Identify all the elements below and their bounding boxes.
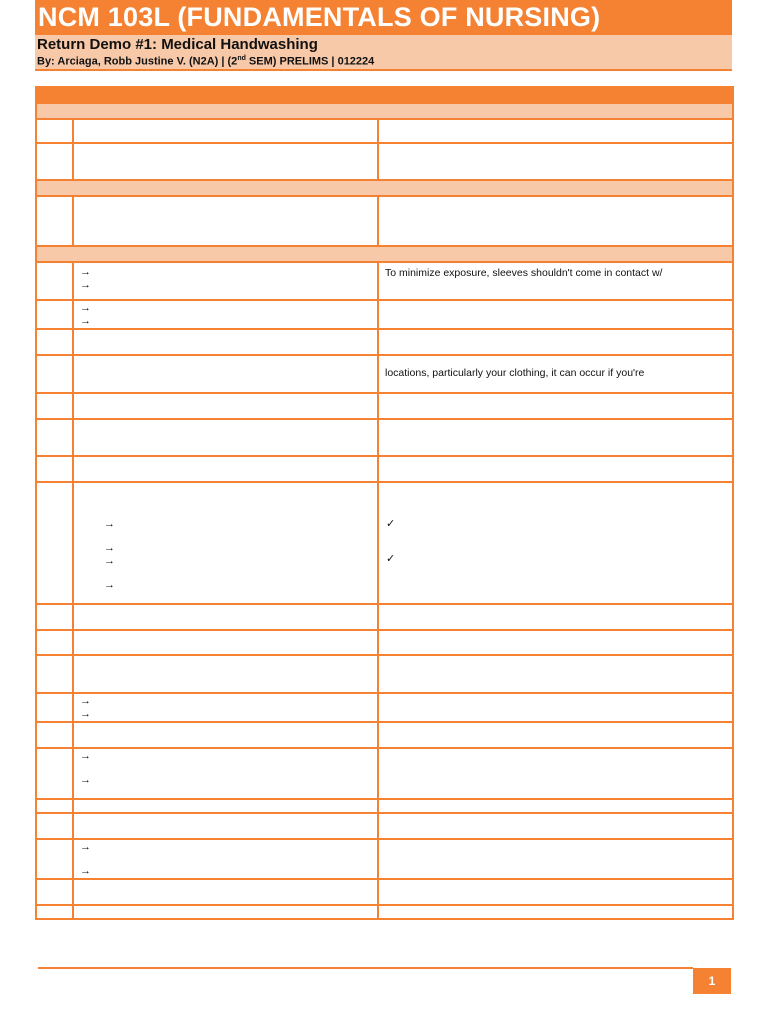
checkmark-icon: ✓ bbox=[386, 518, 396, 530]
table-row bbox=[36, 879, 733, 905]
step-number-cell bbox=[36, 630, 73, 655]
section-band-cell bbox=[36, 246, 733, 262]
rationale-cell bbox=[378, 630, 733, 655]
step-number-cell bbox=[36, 355, 73, 393]
table-row bbox=[36, 143, 733, 180]
table-row bbox=[36, 693, 733, 722]
table-row bbox=[36, 482, 733, 604]
table-header-cell bbox=[36, 87, 733, 103]
footer-divider bbox=[38, 967, 693, 969]
rationale-cell bbox=[378, 419, 733, 456]
rationale-cell bbox=[378, 905, 733, 919]
arrow-bullet: → bbox=[80, 266, 91, 278]
step-cell bbox=[73, 722, 378, 748]
table-row bbox=[36, 722, 733, 748]
table-row bbox=[36, 839, 733, 879]
table-row bbox=[36, 329, 733, 355]
step-number-cell bbox=[36, 456, 73, 482]
step-number-cell bbox=[36, 143, 73, 180]
step-number-cell bbox=[36, 196, 73, 246]
arrow-bullet: → bbox=[104, 542, 115, 554]
rationale-cell bbox=[378, 196, 733, 246]
step-cell bbox=[73, 630, 378, 655]
step-cell bbox=[73, 196, 378, 246]
rationale-text: To minimize exposure, sleeves shouldn't come in contact w/ bbox=[385, 267, 663, 279]
checkmark-icon: ✓ bbox=[386, 553, 396, 565]
rationale-cell bbox=[378, 119, 733, 143]
rationale-cell bbox=[378, 262, 733, 300]
author-byline bbox=[37, 55, 374, 68]
rationale-cell bbox=[378, 143, 733, 180]
step-cell bbox=[73, 905, 378, 919]
document-title: NCM 103L (FUNDAMENTALS OF NURSING) bbox=[38, 2, 601, 32]
rationale-cell bbox=[378, 355, 733, 393]
table-row bbox=[36, 119, 733, 143]
section-band bbox=[36, 246, 733, 262]
section-band-cell bbox=[36, 180, 733, 196]
rationale-cell bbox=[378, 813, 733, 839]
page-number-badge: 1 bbox=[693, 968, 731, 994]
table-row bbox=[36, 355, 733, 393]
arrow-bullet: → bbox=[80, 695, 91, 707]
arrow-bullet: → bbox=[80, 841, 91, 853]
step-cell bbox=[73, 119, 378, 143]
table-row bbox=[36, 748, 733, 799]
step-cell bbox=[73, 655, 378, 693]
step-number-cell bbox=[36, 839, 73, 879]
rationale-cell bbox=[378, 329, 733, 355]
step-number-cell bbox=[36, 879, 73, 905]
arrow-bullet: → bbox=[80, 279, 91, 291]
rationale-cell bbox=[378, 748, 733, 799]
byline-pre: By: Arciaga, Robb Justine V. (N2A) | (2 bbox=[37, 55, 238, 68]
step-number-cell bbox=[36, 693, 73, 722]
table-row bbox=[36, 262, 733, 300]
header-subtitle-bar bbox=[35, 35, 732, 71]
step-cell bbox=[73, 262, 378, 300]
section-band-cell bbox=[36, 103, 733, 119]
table-row bbox=[36, 300, 733, 329]
step-number-cell bbox=[36, 300, 73, 329]
rationale-cell bbox=[378, 722, 733, 748]
step-number-cell bbox=[36, 748, 73, 799]
step-cell bbox=[73, 300, 378, 329]
step-number-cell bbox=[36, 262, 73, 300]
rationale-text: locations, particularly your clothing, it can occur if you're bbox=[385, 367, 645, 379]
header-title-bar bbox=[35, 0, 732, 35]
rationale-cell bbox=[378, 693, 733, 722]
table-row bbox=[36, 813, 733, 839]
table-row bbox=[36, 393, 733, 419]
arrow-bullet: → bbox=[80, 865, 91, 877]
arrow-bullet: → bbox=[104, 579, 115, 591]
step-cell bbox=[73, 419, 378, 456]
step-number-cell bbox=[36, 799, 73, 813]
document-subtitle: Return Demo #1: Medical Handwashing bbox=[37, 36, 318, 53]
step-cell bbox=[73, 355, 378, 393]
arrow-bullet: → bbox=[80, 315, 91, 327]
step-cell bbox=[73, 693, 378, 722]
rationale-cell bbox=[378, 393, 733, 419]
step-number-cell bbox=[36, 119, 73, 143]
table-row bbox=[36, 604, 733, 630]
table-row bbox=[36, 799, 733, 813]
step-number-cell bbox=[36, 813, 73, 839]
step-cell bbox=[73, 813, 378, 839]
arrow-bullet: → bbox=[80, 708, 91, 720]
table-row bbox=[36, 196, 733, 246]
step-number-cell bbox=[36, 393, 73, 419]
procedure-table bbox=[35, 86, 734, 920]
arrow-bullet: → bbox=[80, 774, 91, 786]
section-band bbox=[36, 103, 733, 119]
step-cell bbox=[73, 839, 378, 879]
rationale-cell bbox=[378, 482, 733, 604]
arrow-bullet: → bbox=[104, 518, 115, 530]
step-cell bbox=[73, 329, 378, 355]
step-number-cell bbox=[36, 905, 73, 919]
table-row bbox=[36, 456, 733, 482]
rationale-cell bbox=[378, 300, 733, 329]
rationale-cell bbox=[378, 604, 733, 630]
step-number-cell bbox=[36, 722, 73, 748]
table-row bbox=[36, 630, 733, 655]
byline-sup: nd bbox=[237, 55, 246, 62]
arrow-bullet: → bbox=[80, 750, 91, 762]
rationale-cell bbox=[378, 879, 733, 905]
step-cell bbox=[73, 456, 378, 482]
arrow-bullet: → bbox=[80, 302, 91, 314]
step-cell bbox=[73, 143, 378, 180]
step-cell bbox=[73, 482, 378, 604]
table-row bbox=[36, 905, 733, 919]
arrow-bullet: → bbox=[104, 555, 115, 567]
byline-post: SEM) PRELIMS | 012224 bbox=[245, 55, 375, 68]
step-cell bbox=[73, 799, 378, 813]
step-cell bbox=[73, 748, 378, 799]
rationale-cell bbox=[378, 456, 733, 482]
rationale-cell bbox=[378, 799, 733, 813]
step-number-cell bbox=[36, 604, 73, 630]
step-cell bbox=[73, 604, 378, 630]
rationale-cell bbox=[378, 839, 733, 879]
table-row bbox=[36, 419, 733, 456]
step-cell bbox=[73, 879, 378, 905]
rationale-cell bbox=[378, 655, 733, 693]
step-number-cell bbox=[36, 419, 73, 456]
section-band bbox=[36, 180, 733, 196]
step-number-cell bbox=[36, 655, 73, 693]
table-row bbox=[36, 655, 733, 693]
table-header-row bbox=[36, 87, 733, 103]
step-cell bbox=[73, 393, 378, 419]
step-number-cell bbox=[36, 482, 73, 604]
step-number-cell bbox=[36, 329, 73, 355]
